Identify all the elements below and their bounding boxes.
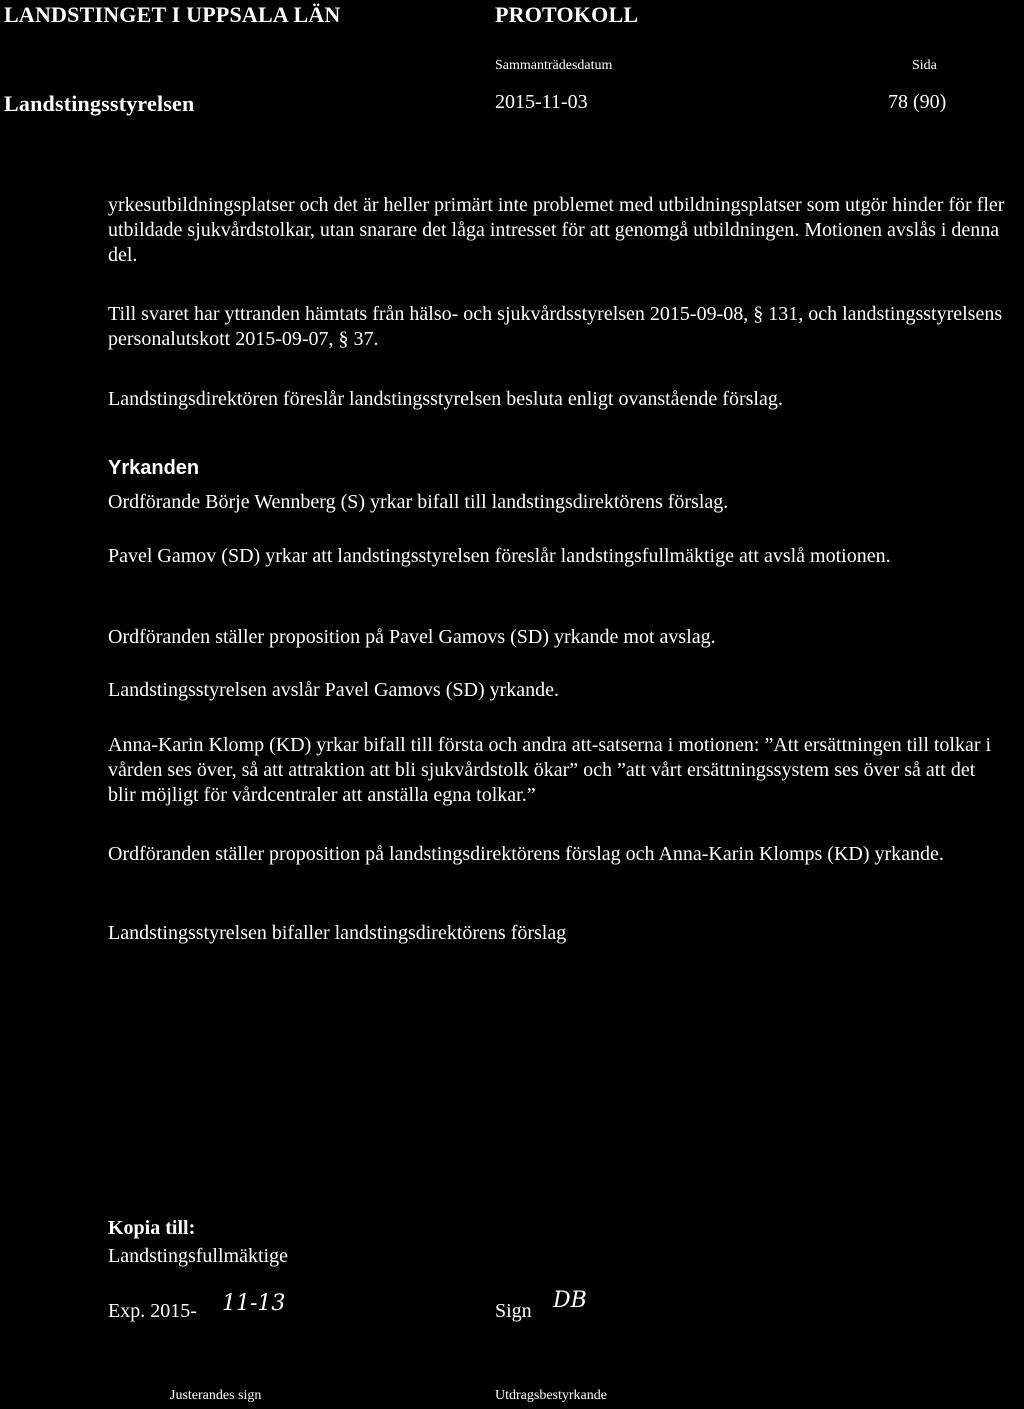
yrkande-item: Ordförande Börje Wennberg (S) yrkar bifall till landstingsdirektörens förslag. (108, 491, 729, 513)
footer-justerandes-sign: Justerandes sign (170, 1388, 262, 1403)
yrkande-item: Landstingsstyrelsen avslår Pavel Gamovs (SD) yrkande. (108, 679, 560, 701)
organization-name: LANDSTINGET I UPPSALA LÄN (4, 2, 341, 27)
meeting-date: 2015-11-03 (495, 91, 588, 113)
body-name: Landstingsstyrelsen (4, 91, 195, 116)
paragraph-2: Till svaret har yttranden hämtats från hälso- och sjukvårdsstyrelsen 2015-09-08, § 131, och landstingsstyrelsens personalutskott 2015-09-07, § 37. (108, 303, 1003, 350)
yrkande-item: Ordföranden ställer proposition på Pavel Gamovs (SD) yrkande mot avslag. (108, 626, 716, 648)
page-number: 78 (90) (888, 91, 947, 113)
paragraph-3: Landstingsdirektören föreslår landstingsstyrelsen besluta enligt ovanstående förslag. (108, 388, 783, 410)
yrkande-item: Pavel Gamov (SD) yrkar att landstingsstyrelsen föreslår landstingsfullmäktige att avslå motionen. (108, 545, 891, 567)
paragraph-1: yrkesutbildningsplatser och det är heller primärt inte problemet med utbildningsplatser som utgör hinder för fler utbildade sjukvårdstolkar, utan snarare det låga intresset för att genomgå utbildningen. Motionen avslås i denna del. (108, 194, 1005, 266)
kopia-recipient: Landstingsfullmäktige (108, 1245, 288, 1267)
sign-label: Sign (495, 1300, 532, 1322)
yrkande-item: Landstingsstyrelsen bifaller landstingsdirektörens förslag (108, 922, 567, 944)
page-label: Sida (912, 58, 937, 73)
date-label: Sammanträdesdatum (495, 58, 613, 73)
exp-label: Exp. 2015- (108, 1300, 197, 1322)
document-type: PROTOKOLL (495, 2, 639, 27)
kopia-label: Kopia till: (108, 1217, 196, 1239)
footer-utdragsbestyrkande: Utdragsbestyrkande (495, 1388, 607, 1403)
yrkande-item: Anna-Karin Klomp (KD) yrkar bifall till första och andra att-satserna i motionen: ”Att ersättningen till tolkar i vården ses över, så att attraktion att bli sjukvårdstolk ökar” och ”att vårt ersättningssystem ses över så att det blir möjligt för vårdcentraler att anställa egna tolkar.” (108, 734, 992, 806)
sign-handwritten-initials: DB (553, 1288, 587, 1313)
yrkanden-heading: Yrkanden (108, 457, 200, 479)
exp-handwritten-date: 11-13 (222, 1291, 286, 1316)
yrkande-item: Ordföranden ställer proposition på landstingsdirektörens förslag och Anna-Karin Klomps (KD) yrkande. (108, 843, 944, 865)
